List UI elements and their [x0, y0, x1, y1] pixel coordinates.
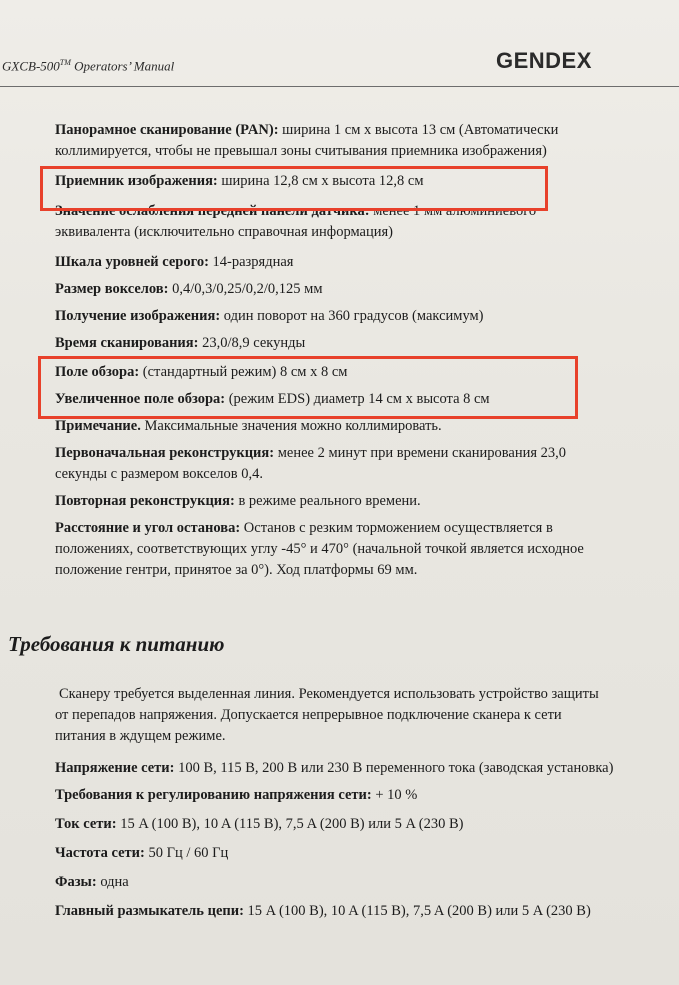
power-phases: Фазы: одна [55, 874, 129, 890]
spec-fov: Поле обзора: (стандартный режим) 8 см х 8 см [55, 364, 348, 380]
spec-image-acquisition: Получение изображения: один поворот на 360 градусов (максимум) [55, 308, 484, 324]
spec-extended-fov: Увеличенное поле обзора: (режим EDS) диаметр 14 см х высота 8 см [55, 391, 490, 407]
power-voltage: Напряжение сети: 100 В, 115 В, 200 В или 230 В переменного тока (заводская установка) [55, 760, 614, 776]
spec-initial-reconstruction: Первоначальная реконструкция: менее 2 минут при времени сканирования 23,0 секунды с размером вокселов 0,4. [55, 445, 567, 482]
header-rule [0, 86, 679, 87]
manual-title: GXCB-500™ Operators’ Manual [2, 58, 175, 74]
spec-voxel-size: Размер вокселов: 0,4/0,3/0,25/0,2/0,125 мм [55, 281, 323, 297]
power-intro: Сканеру требуется выделенная линия. Рекомендуется использовать устройство защиты от перепадов напряжения. Допускается непрерывное подключение сканера к сети питания в ждущем режиме. [55, 686, 599, 744]
section-title-power: Требования к питанию [8, 632, 225, 656]
highlight-box-fov [38, 356, 578, 419]
spec-re-reconstruction: Повторная реконструкция: в режиме реального времени. [55, 493, 421, 509]
power-regulation: Требования к регулированию напряжения сети: + 10 % [55, 787, 418, 803]
spec-attenuation: Значение ослабления передней панели датчика: менее 1 мм алюминиевого эквивалента (исключительно справочная информация) [55, 203, 537, 240]
power-frequency: Частота сети: 50 Гц / 60 Гц [55, 845, 229, 861]
gendex-logo: GENDEX [496, 48, 592, 73]
power-current: Ток сети: 15 A (100 В), 10 A (115 В), 7,5 A (200 В) или 5 A (230 В) [55, 816, 464, 832]
spec-note: Примечание. Максимальные значения можно коллимировать. [55, 418, 442, 434]
spec-image-receptor: Приемник изображения: ширина 12,8 см х высота 12,8 см [55, 173, 424, 189]
spec-scan-time: Время сканирования: 23,0/8,9 секунды [55, 335, 306, 351]
power-list [55, 684, 615, 922]
power-main-breaker: Главный размыкатель цепи: 15 A (100 В), 10 A (115 В), 7,5 A (200 В) или 5 A (230 В) [55, 903, 591, 919]
spec-grayscale: Шкала уровней серого: 14-разрядная [55, 254, 294, 270]
spec-stop-distance: Расстояние и угол останова: Останов с резким торможением осуществляется в положениях, соответствующих углу -45° и 470° (начальной точкой является исходное положение гентри, принятое за 0°). Ход платформы 69 мм. [55, 520, 584, 578]
spec-pan: Панорамное сканирование (PAN): ширина 1 см х высота 13 см (Автоматически коллимируется, чтобы не превышал зоны считывания приемника изображения) [55, 122, 559, 159]
highlight-box-image-receptor [40, 166, 548, 211]
